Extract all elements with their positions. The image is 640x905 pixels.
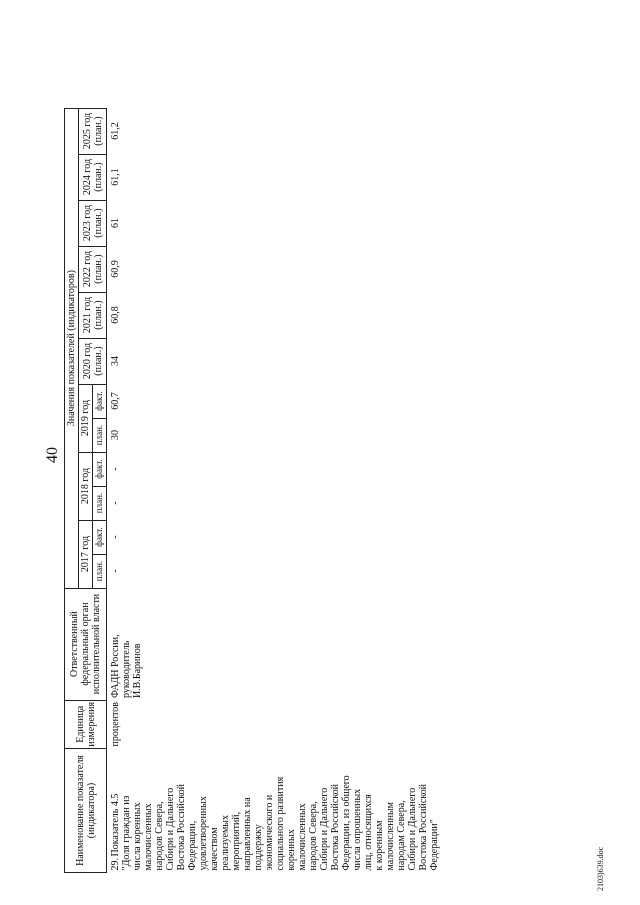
header-2018: 2018 год [79, 452, 93, 520]
header-2018-plan: план. [93, 486, 107, 520]
header-2020: 2020 год (план.) [79, 338, 107, 384]
header-responsible: Ответственный федеральный орган исполнительной власти [65, 588, 107, 700]
header-2021: 2021 год (план.) [79, 292, 107, 338]
header-2017: 2017 год [79, 520, 93, 588]
indicator-name-cell [107, 749, 444, 873]
value-2018-plan: - [110, 501, 121, 505]
table-row [107, 108, 444, 872]
value-2023: 61 [110, 218, 121, 229]
header-2023: 2023 год (план.) [79, 200, 107, 246]
value-2019-fact: 60,7 [110, 392, 121, 410]
row-number: 29. [110, 858, 121, 871]
header-2019: 2019 год [79, 384, 93, 452]
value-2022: 60,9 [110, 260, 121, 278]
value-2018-fact: - [110, 467, 121, 471]
header-2018-fact: факт. [93, 452, 107, 486]
page-number: 40 [44, 447, 61, 463]
indicator-table [64, 108, 443, 873]
value-2024: 61,1 [110, 168, 121, 186]
value-2017-plan: - [110, 569, 121, 573]
header-2017-plan: план. [93, 554, 107, 588]
indicator-name: Показатель 4.5 "Доля граждан из числа коренных малочисленных народов Севера, Сибири и Дальнего Востока Российской Федерации, удовлетворенных качеством реализуемых мероприятий, направленных на поддержку экономического и социального развития коренных малочисленных народов Севера, Сибири и Дальнего Востока Российской Федерации, из общего числа опрошенных лиц, относящихся к коренным малочисленным народам Севера, Сибири и Дальнего Востока Российской Федерации" [110, 775, 440, 871]
header-name: Наименование показателя (индикатора) [65, 749, 107, 873]
value-2021: 60,8 [110, 306, 121, 324]
value-2025: 61,2 [110, 122, 121, 140]
header-2022: 2022 год (план.) [79, 246, 107, 292]
value-2020: 34 [110, 356, 121, 367]
unit-cell: процентов [110, 702, 121, 747]
header-unit: Единица измерения [65, 700, 107, 748]
responsible-cell: ФАДН России, руководитель И.В.Баринов [110, 634, 143, 699]
header-2019-plan: план. [93, 418, 107, 452]
header-values-group: Значения показателей (индикаторов) [65, 108, 79, 588]
value-2017-fact: - [110, 535, 121, 539]
document-footer: 2103)639.doc [596, 846, 605, 891]
header-2019-fact: факт. [93, 384, 107, 418]
header-2017-fact: факт. [93, 520, 107, 554]
header-2024: 2024 год (план.) [79, 154, 107, 200]
header-2025: 2025 год (план.) [79, 108, 107, 154]
value-2019-plan: 30 [110, 430, 121, 441]
